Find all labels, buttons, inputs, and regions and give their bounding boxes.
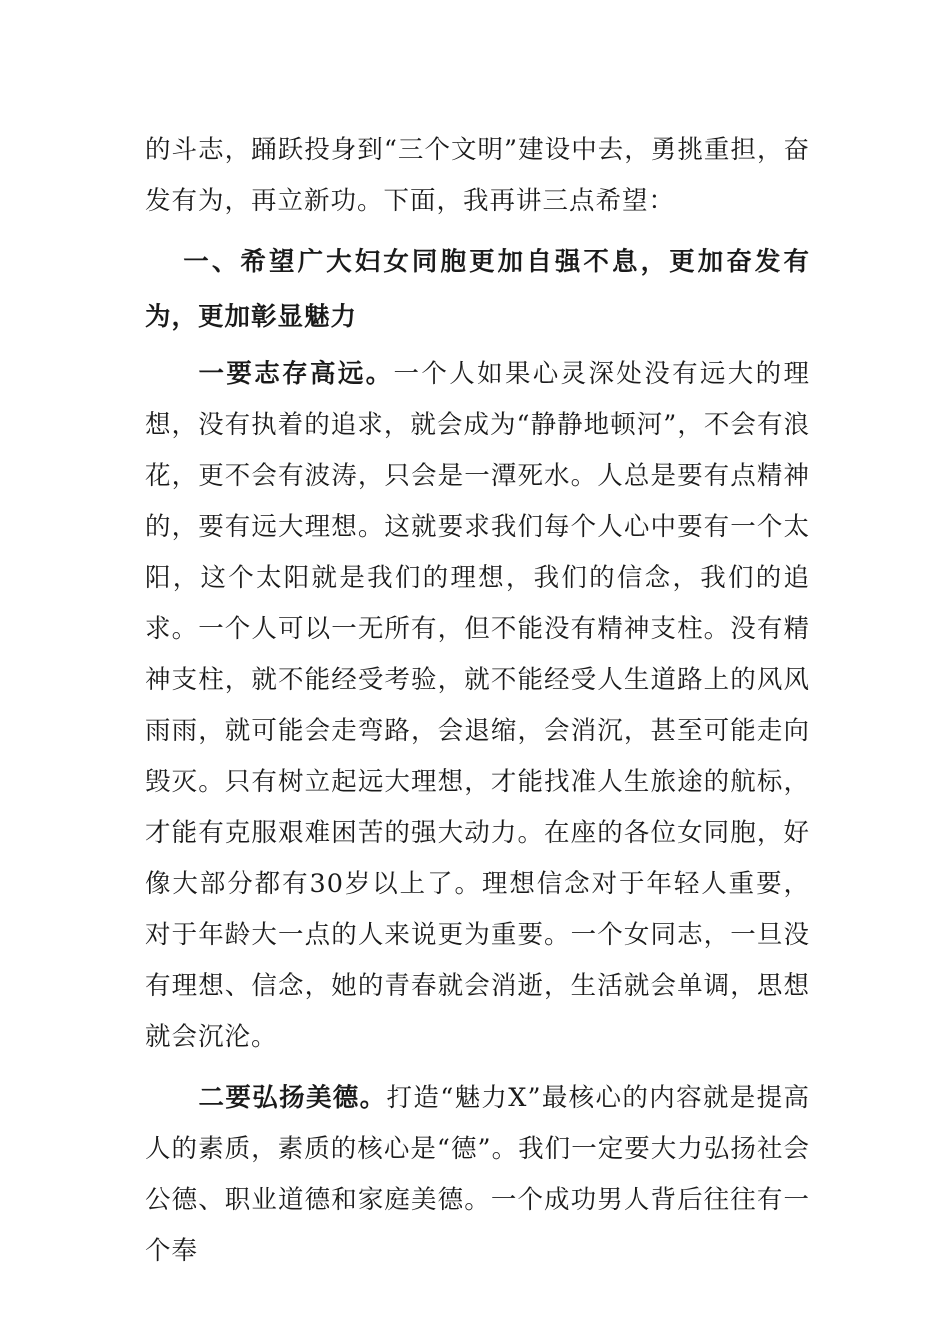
paragraph-text: 一个人如果心灵深处没有远大的理想，没有执着的追求，就会成为“静静地顿河”，不会有浪花，更不会有波涛，只会是一潭死水。人总是要有点精神的，要有远大理想。这就要求我们每个人心中要有一个太阳，这个太阳就是我们的理想，我们的信念，我们的追求。一个人可以一无所有，但不能没有精神支柱。没有精神支柱，就不能经受考验，就不能经受人生道路上的风风雨雨，就可能会走弯路，会退缩，会消沉，甚至可能走向毁灭。只有树立起远大理想，才能找准人生旅途的航标，才能有克服艰难困苦的强大动力。在座的各位女同胞，好像大部分都有30岁以上了。理想信念对于年轻人重要，对于年龄大一点的人来说更为重要。一个女同志，一旦没有理想、信念，她的青春就会消逝，生活就会单调，思想就会沉沦。 [145,359,810,1052]
paragraph-lead: 二要弘扬美德。 [198,1083,387,1113]
paragraph-virtue [145,1073,810,1277]
paragraph-ambition [145,349,810,1063]
section-heading: 一、希望广大妇女同胞更加自强不息，更加奋发有为，更加彰显魅力 [145,247,810,332]
document-body [145,125,810,1277]
paragraph-lead: 一要志存高远。 [198,359,394,389]
paragraph-text: 打造“魅力X”最核心的内容就是提高人的素质，素质的核心是“德”。我们一定要大力弘扬社会公德、职业道德和家庭美德。一个成功男人背后往往有一个奉 [145,1083,810,1266]
paragraph-continuation: 的斗志，踊跃投身到“三个文明”建设中去，勇挑重担，奋发有为，再立新功。下面，我再讲三点希望： [145,135,810,216]
